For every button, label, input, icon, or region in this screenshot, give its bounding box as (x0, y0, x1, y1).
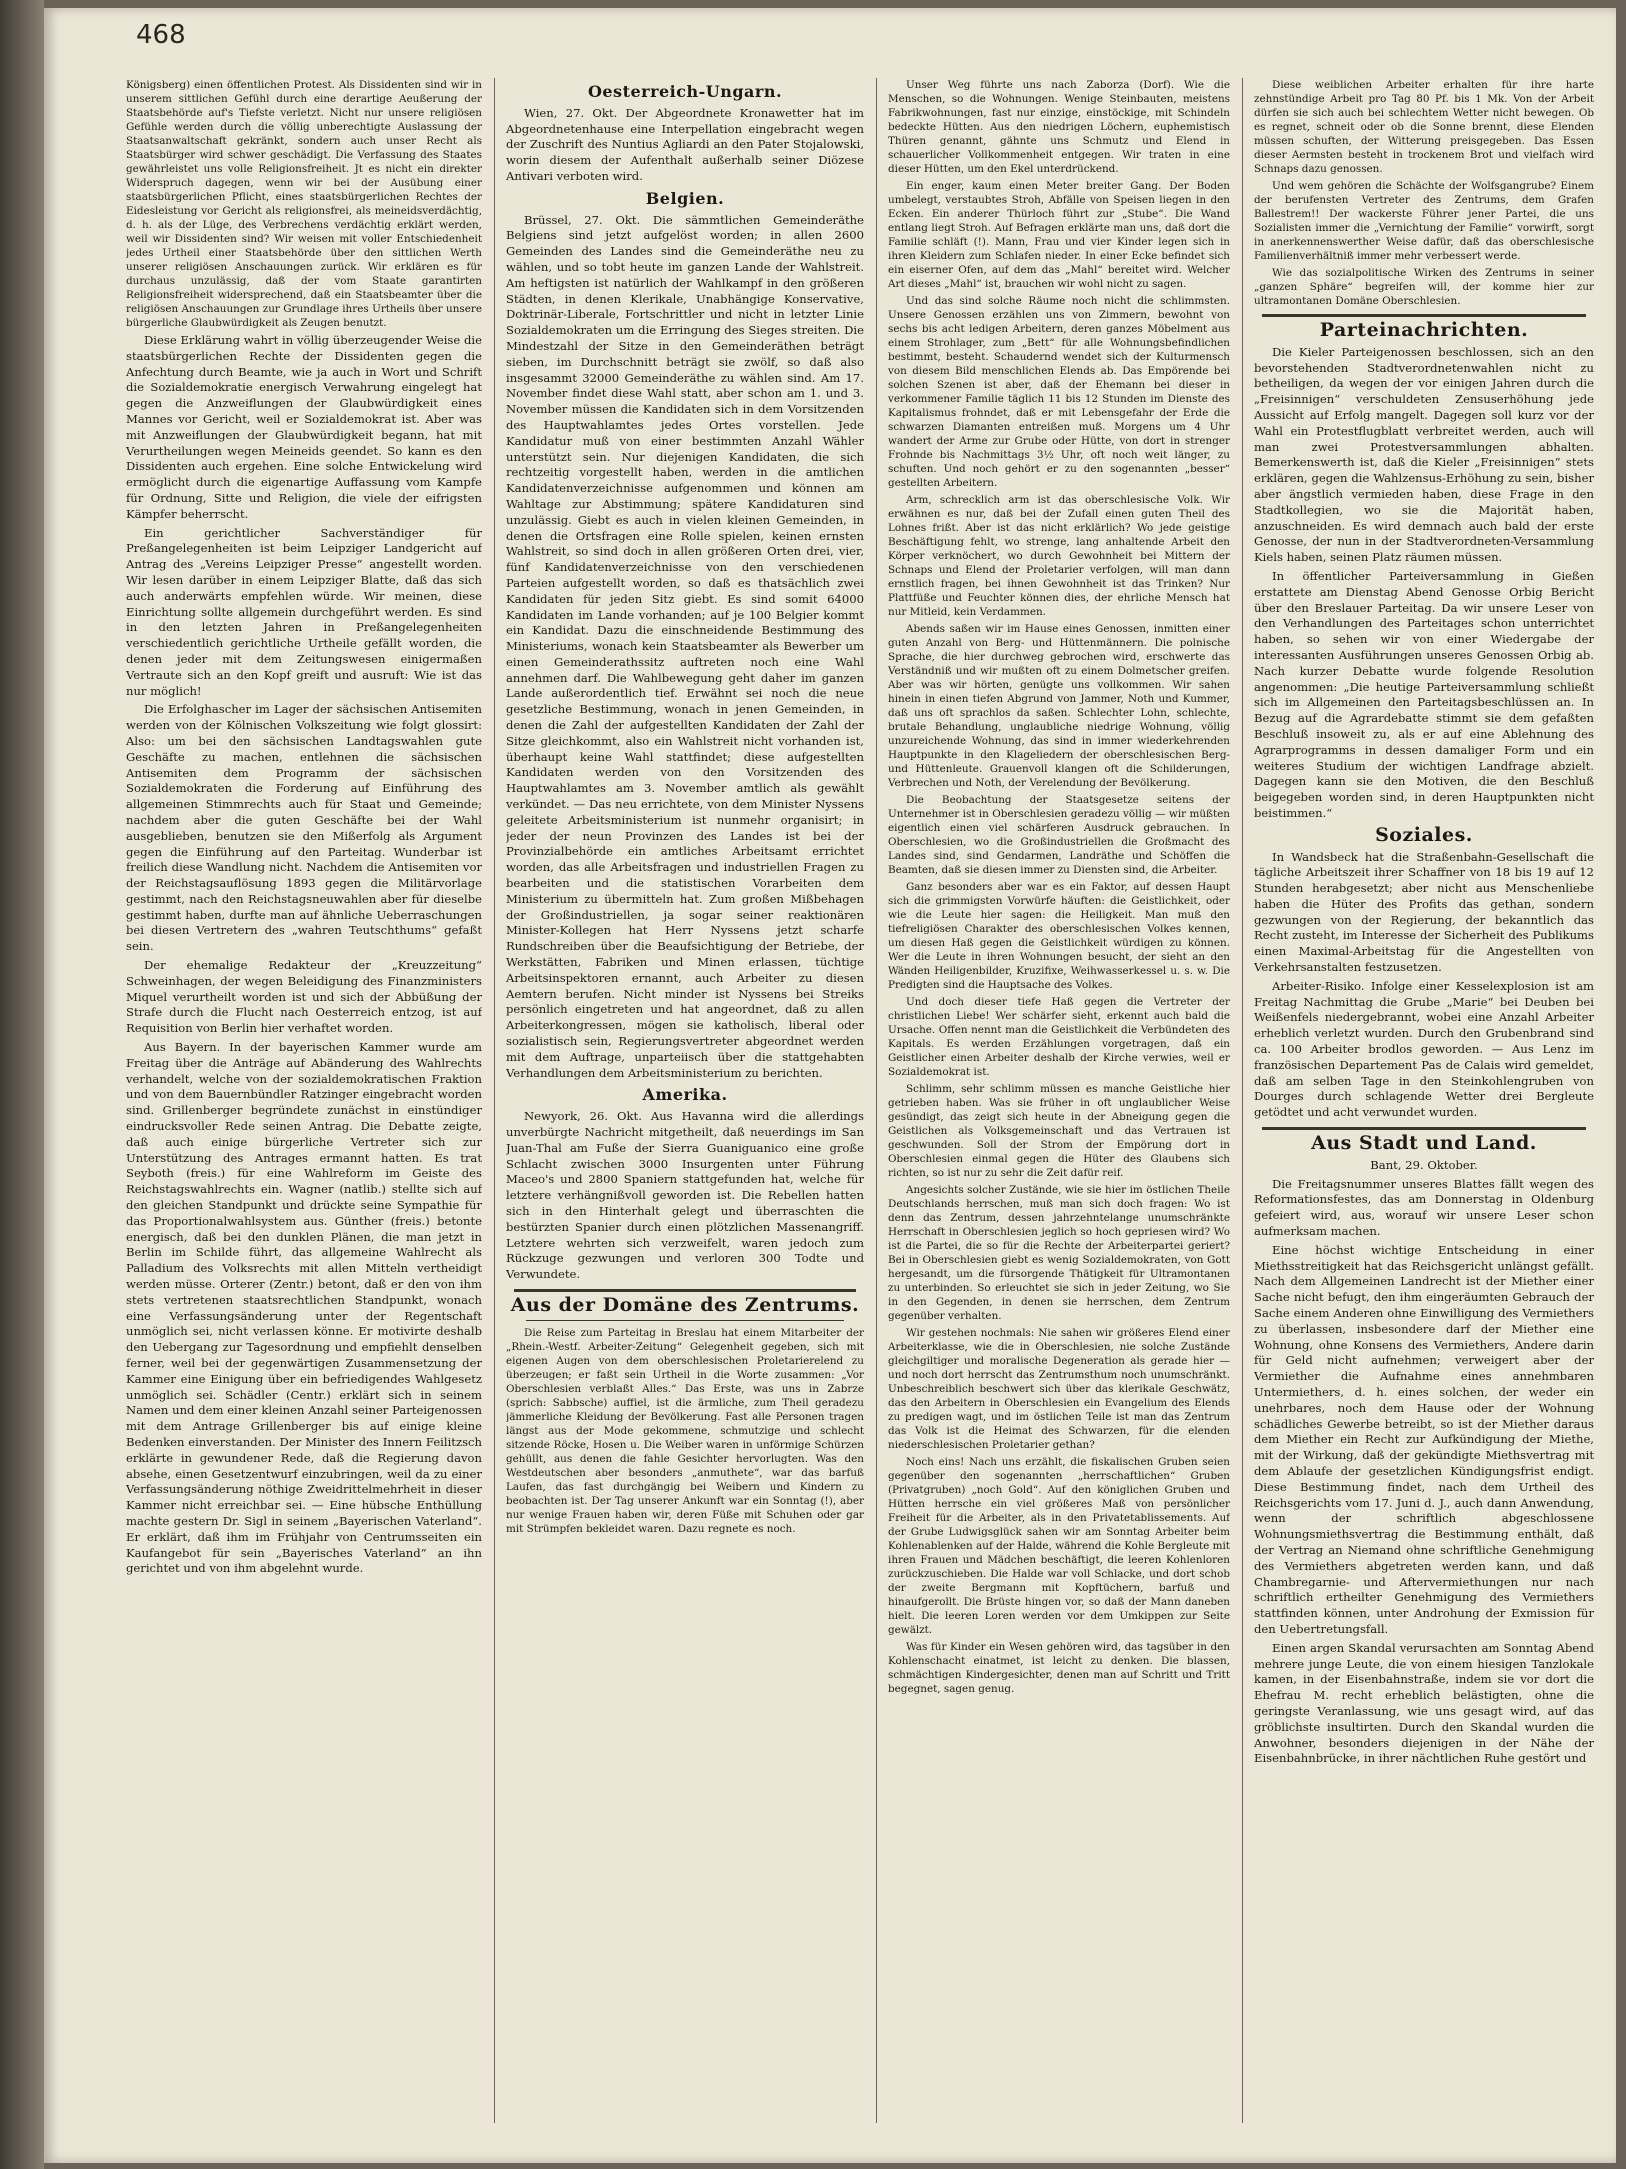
article-paragraph: Angesichts solcher Zustände, wie sie hier im östlichen Theile Deutschlands herrschen, muß man sich doch fragen: Wo ist denn das Zentrum, dessen jahrzehntelange unumschränkte Herrschaft in Oberschlesien jeglich so hoch gepriesen wird? Wo ist die Partei, die so für die Rechte der Arbeiterpartei geriert? Bei in Oberschlesien giebt es wenig Sozialdemokraten, von Gott hergesandt, um die fürsorgende Thätigkeit für Ultramontanen zu unterbinden. So erleuchtet sie sich in jeder Zeitung, wo Sie in den Gegenden, in denen sie herrschen, dem Zentrum gegenüber verhalten. (888, 1184, 1230, 1322)
section-divider (526, 1320, 844, 1321)
column-2 (506, 78, 864, 2127)
article-paragraph: Die Beobachtung der Staatsgesetze seitens der Unternehmer ist in Oberschlesien geradezu völlig — wir müßten eigentlich einen viel schärferen Ausdruck gebrauchen. In Oberschlesien, wo die Großindustriellen die Großmacht des Landes sind, sind Gendarmen, Landräthe und Schöffen die Beamten, daß sie diesen immer zu Diensten sind, die Arbeiter. (888, 794, 1230, 876)
section-heading-zentrum: Aus der Domäne des Zentrums. (510, 1293, 860, 1316)
article-paragraph: Die Kieler Parteigenossen beschlossen, sich an den bevorstehenden Stadtverordnetenwahlen nicht zu betheiligen, da wegen der vor einigen Jahren durch die „Freisinnigen“ verschuldeten Zensuserhöhung jede Aussicht auf Erfolg mangelt. Dagegen soll kurz vor der Wahl ein Protestflugblatt verbreitet werden, auch will man zwei Protestversammlungen abhalten. Bemerkenswerth ist, daß die Kieler „Freisinnigen“ stets erklären, gegen die Wahlzensus-Erhöhung zu sein, bisher aber ängstlich vermieden haben, diese Frage in den Stadtkollegien, wo sie die Majorität haben, anzuschneiden. Es wird demnach auch bald der erste Genosse, der nun in der Stadtverordneten-Versammlung Kiels haben, seinen Platz räumen müssen. (1254, 344, 1594, 565)
article-paragraph: Schlimm, sehr schlimm müssen es manche Geistliche hier getrieben haben. Was sie früher in oft unglaublicher Weise gesündigt, das zeigt sich heute in der Abneigung gegen die Geistlichen als Volksgemeinschaft und das Vertrauen ist geschwunden. Soll der Strom der Empörung dort in Oberschlesien einmal gegen die Hüter des Glaubens sich richten, so ist nur zu sehr die Zeit dafür reif. (888, 1083, 1230, 1179)
article-paragraph: In öffentlicher Parteiversammlung in Gießen erstattete am Dienstag Abend Genosse Orbig Bericht über den Breslauer Parteitag. Da wir unsere Leser von den Verhandlungen des Parteitages schon unterrichtet haben, so sehen wir von einer Wiedergabe der interessanten Ausführungen unseres Genossen Orbig ab. Nach kurzer Debatte wurde folgende Resolution angenommen: „Die heutige Parteiversammlung schließt sich im Allgemeinen den Parteitagsbeschlüssen an. In Bezug auf die Agrardebatte stimmt sie dem gefaßten Beschluß insoweit zu, als er auf eine Ablehnung des Agrarprogramms in dessen damaliger Form und ein weiteres Studium der wichtigen Landfrage abzielt. Dagegen kann sie den Motiven, die den Beschluß beigegeben worden sind, in deren Hauptpunkten nicht beistimmen.“ (1254, 568, 1594, 820)
column-4 (1254, 78, 1594, 2127)
section-divider (1262, 314, 1586, 317)
article-paragraph: Arm, schrecklich arm ist das oberschlesische Volk. Wir erwähnen es nur, daß bei der Zufall einen guten Theil des Lohnes frißt. Aber ist das nicht erklärlich? Wo jede geistige Beschäftigung fehlt, wo strenge, lang anhaltende Arbeit den Körper verknöchert, wo durch Gewohnheit bei Mittern der Schnaps und Elend der Proletarier verfolgen, will man dann ernstlich fragen, bei ihnen Gewohnheit ist das Trinken? Nur Plattfüße und Feuchter können dies, der ehrliche Mensch hat nur Mitleid, kein Verdammen. (888, 494, 1230, 618)
section-divider (514, 1289, 856, 1292)
article-paragraph: Diese weiblichen Arbeiter erhalten für ihre harte zehnstündige Arbeit pro Tag 80 Pf. bis 1 Mk. Von der Arbeit dürfen sie sich auch bei schlechtem Wetter nicht bewegen. Ob es regnet, schneit oder ob die Sonne brennt, diese Elenden müssen schuften, der Witterung preisgegeben. Das Essen dieser Aermsten besteht in trockenem Brot und vielfach wird Schnaps dazu genossen. (1254, 79, 1594, 175)
book-binding (0, 0, 44, 2169)
article-paragraph: In Wandsbeck hat die Straßenbahn-Gesellschaft die tägliche Arbeitszeit ihrer Schaffner von 18 bis 19 auf 12 Stunden herabgesetzt; aber nicht aus Menschenliebe haben die Hüter des Profits das gethan, sondern gezwungen von der Regierung, der bekanntlich das Recht zusteht, im Interesse der Sicherheit des Publikums einen Maximal-Arbeitstag für die Angestellten von Verkehrsanstalten festzusetzen. (1254, 849, 1594, 975)
article-paragraph: Diese Erklärung wahrt in völlig überzeugender Weise die staatsbürgerlichen Rechte der Dissidenten gegen die Anfechtung durch Beamte, wie ja auch in Wort und Schrift die Sozialdemokratie energisch Verwahrung eingelegt hat gegen die Anzweiflungen der Glaubwürdigkeit eines Mannes vor Gericht, weil er Sozialdemokrat ist. Aber was mit Anzweiflungen der Glaubwürdigkeit begann, hat mit Verurtheilungen wegen Meineids geendet. So kann es den Dissidenten auch ergehen. Eine solche Entwickelung wird ermöglicht durch die eigenartige Auffassung vom Kampfe für Ordnung, Sitte und Religion, die viele der eifrigsten Kämpfer beherrscht. (126, 333, 482, 521)
section-heading-belgium: Belgien. (645, 188, 725, 208)
article-paragraph: Arbeiter-Risiko. Infolge einer Kesselexplosion ist am Freitag Nachmittag die Grube „Marie“ bei Deuben bei Weißenfels niedergebrannt, wobei eine Anzahl Arbeiter erheblich verletzt wurden. Durch den Grubenbrand sind ca. 100 Arbeiter brodlos geworden. — Aus Lenz im französischen Departement Pas de Calais wird gemeldet, daß am selben Tage in den Steinkohlengruben von Dourges durch schlagende Wetter drei Bergleute getödtet und acht verwundet wurden. (1254, 978, 1594, 1120)
section-heading-austria: Oesterreich-Ungarn. (587, 82, 783, 101)
article-paragraph: Was für Kinder ein Wesen gehören wird, das tagsüber in den Kohlenschacht einatmet, ist leicht zu denken. Die blassen, schmächtigen Kindergesichter, denen man auf Schritt und Tritt begegnet, sagen genug. (888, 1641, 1230, 1695)
section-heading-partei: Parteinachrichten. (1319, 319, 1529, 341)
section-divider (1262, 1127, 1586, 1130)
section-heading-america: Amerika. (642, 1085, 728, 1105)
column-rule (1242, 78, 1243, 2123)
article-paragraph: Und das sind solche Räume noch nicht die schlimmsten. Unsere Genossen erzählen uns von Zimmern, bewohnt von sechs bis acht ledigen Arbeitern, deren ganzes Möbelment aus einem Strohlager, zum „Bett“ für alle Wohnungsbefindlichen bestimmt, besteht. Schaudernd wendet sich der Kulturmensch von diesem Bild menschlichen Elends ab. Das Empörende bei solchen Szenen ist aber, daß der Ehemann bei dieser in verkommener Familie täglich 11 bis 12 Stunden im Dienste des Kapitalismus frohndet, daß er mit Lebensgefahr der Erde die schwarzen Diamanten entreißen muß. Morgens um 4 Uhr wandert der Arme zur Grube oder Hütte, von dort in strenger Frohnde bis Nachmittags 3½ Uhr, oft noch weit länger, zu schuften. Und noch gehört er zu den sogenannten „besser“ gestellten Arbeitern. (888, 295, 1230, 489)
article-paragraph: Und wem gehören die Schächte der Wolfsgangrube? Einem der berufensten Vertreter des Zentrums, dem Grafen Ballestrem!! Der wackerste Führer jener Partei, die uns Sozialisten immer die „Vernichtung der Familie“ vorwirft, sorgt in anerkennenswerther Weise dafür, daß das oberschlesische Familienverhältniß immer mehr verbessert werde. (1254, 180, 1594, 262)
article-paragraph: Die Reise zum Parteitag in Breslau hat einem Mitarbeiter der „Rhein.-Westf. Arbeiter-Zeitung“ Gelegenheit gegeben, sich mit eigenen Augen von dem oberschlesischen Proletarierelend zu überzeugen; er faßt sein Urtheil in die Worte zusammen: „Vor Oberschlesien verblaßt Alles.“ Das Erste, was uns in Zabrze (sprich: Sabbsche) auffiel, ist die ärmliche, zum Theil geradezu jämmerliche Kleidung der Bevölkerung. Fast alle Personen tragen längst aus der Mode gekommene, schmutzige und schlecht sitzende Röcke, Hosen u. Die Weiber waren in unförmige Schürzen gehüllt, aus denen die fahle Gesichter hervorlugten. Was den Westdeutschen aber besonders „anmuthete“, war das barfuß Laufen, das fast durchgängig bei Weibern und Kindern zu beobachten ist. Der Tag unserer Ankunft war ein Sonntag (!), aber nur wenige Frauen haben wir, deren Füße mit Schuhen oder gar mit Strümpfen bekleidet waren. Dazu regnete es noch. (506, 1326, 864, 1535)
column-3 (888, 78, 1230, 2127)
article-paragraph: Noch eins! Nach uns erzählt, die fiskalischen Gruben seien gegenüber den sogenannten „herrschaftlichen“ Gruben (Privatgruben) „noch Gold“. Auf den königlichen Gruben und Hütten herrsche ein viel größeres Maß von persönlicher Freiheit für die Arbeiter, als in den Privatetablissements. Auf der Grube Ludwigsglück sahen wir am Sonntag Arbeiter beim Kohlenablenken auf der Halde, während die Kohle Bergleute mit ihren Frauen und Mädchen beschäftigt, die leeren Kohlenloren zurückzuschieben. Die Halde war voll Schlacke, und dort schob der zweite Bergmann mit Kopftüchern, barfuß und hinaufgerollt. Die Brüste hingen vor, so daß der Mann daneben hielt. Die leeren Loren werden vor dem Umkippen zur Seite gewälzt. (888, 1456, 1230, 1636)
article-paragraph: Ganz besonders aber war es ein Faktor, auf dessen Haupt sich die grimmigsten Vorwürfe häuften: die Geistlichkeit, oder wie die Leute hier sagen: die Heiligkeit. Man muß den tiefreligiösen Charakter des oberschlesischen Volkes kennen, um diesen Haß gegen die Geistlichkeit würdigen zu können. Wer die Leute in ihren Wohnungen besucht, der sieht an den Wänden Heiligenbilder, Kruzifixe, Weihwasserkessel u. s. w. Die Predigten sind die Hauptsache des Volkes. (888, 881, 1230, 991)
column-rule (494, 78, 495, 2123)
article-paragraph: Brüssel, 27. Okt. Die sämmtlichen Gemeinderäthe Belgiens sind jetzt aufgelöst worden; in allen 2600 Gemeinden des Landes sind die Gemeinderäthe neu zu wählen, und so tobt heute im ganzen Lande der Wahlstreit. Am heftigsten ist natürlich der Wahlkampf in den größeren Städten, in denen Klerikale, Unabhängige Konservative, Doktrinär-Liberale, Fortschrittler und nicht in letzter Linie Sozialdemokraten um die Erringung des Sieges streiten. Die Mindestzahl der Sitze in den Gemeinderäthen beträgt sieben, im Durchschnitt beträgt sie zwölf, so daß also insgesammt 32000 Gemeinderäthe zu wählen sind. Am 17. November findet diese Wahl statt, aber schon am 1. und 3. November müssen die Kandidaten sich in dem Vorsitzenden des Hauptwahlamtes jedes Ortes vorstellen. Jede Kandidatur muß von einer bestimmten Anzahl Wähler unterstützt sein. Nur diejenigen Kandidaten, die sich rechtzeitig vorgestellt haben, werden in die amtlichen Kandidatenverzeichnisse aufgenommen und können am Wahltage zur Abstimmung; spätere Kandidaturen sind unzulässig. Giebt es auch in vielen kleinen Gemeinden, in denen die Ortsfragen eine Rolle spielen, keinen ernsten Wahlstreit, so sind doch in allen größeren Orten drei, vier, fünf Kandidatenverzeichnisse von den verschiedenen Parteien aufgestellt worden, so daß es thatsächlich zwei Kandidaten für jeden Sitz giebt. Es sind somit 64000 Kandidaten im Lande vorhanden; auf je 100 Belgier kommt ein Kandidat. Dazu die einschneidende Bestimmung des Ministeriums, wonach kein Staatsbeamter als Bewerber um einen Gemeinderathssitz auftreten noch eine Wahl annehmen darf. Die Wahlbewegung geht daher im ganzen Lande außerordentlich tief. Erwähnt sei noch die neue gesetzliche Bestimmung, wonach in jenen Gemeinden, in denen die Zahl der aufgestellten Kandidaten der Zahl der Sitze gleichkommt, also ein Wahlstreit nicht vorhanden ist, überhaupt keine Wahl stattfindet; diese aufgestellten Kandidaten werden von den Vorsitzenden des Hauptwahlamtes am 3. November amtlich als gewählt verkündet. — Das neu errichtete, von dem Minister Nyssens geleitete Arbeitsministerium ist nunmehr organisirt; in jeder der neun Provinzen des Landes ist bei der Provinzialbehörde ein amtliches Arbeitsamt errichtet worden, das alle Arbeitsfragen und industriellen Fragen zu bearbeiten und die statistischen Vorarbeiten dem Ministerium zu übermitteln hat. Zum großen Mißbehagen der Großindustriellen, ja sogar seiner reaktionären Minister-Kollegen hat Herr Nyssens jetzt scharfe Rundschreiben über die Beaufsichtigung der Betriebe, der Werkstätten, Fabriken und Minen erlassen, tüchtige Arbeitsinspektoren ernannt, auch Arbeiter zu diesen Aemtern berufen. Nicht minder ist Nyssens bei Streiks persönlich eingetreten und hat angeordnet, daß zu allen Arbeiterkongressen, mögen sie katholisch, liberal oder sozialistisch sein, Regierungsvertreter abgeordnet werden mit dem Auftrage, unparteiisch über die stattgehabten Verhandlungen dem Arbeitsministerium zu berichten. (506, 212, 864, 1080)
article-paragraph: Königsberg) einen öffentlichen Protest. Als Dissidenten sind wir in unserem sittlichen Gefühl durch eine derartige Aeußerung der Staatsbehörde auf's Tiefste verletzt. Nicht nur unsere religiösen Gefühle werden durch die völlig unberechtigte Auslassung der Staatsanwaltschaft gekränkt, sondern auch unser Recht als Staatsbürger wird schwer geschädigt. Die Verfassung des Staates gewährleistet uns volle Religionsfreiheit. Jt es nicht ein direkter Widerspruch dagegen, wenn wir bei der Ausübung einer staatsbürgerlichen Pflicht, eines staatsbürgerlichen Rechtes der Eidesleistung vor Gericht als religionsfrei, als meineidsverdächtig, d. h. als der Lüge, des Verbrechens verdächtig erklärt werden, weil wir Dissidenten sind? Wir weisen mit voller Entschiedenheit jedes Urtheil einer Staatsbehörde über den sittlichen Werth unserer religiösen Anschauungen zurück. Wir erklären es für durchaus unzulässig, daß der vom Staate garantirten Religionsfreiheit widersprechend, daß ein Staatsbeamter über die religiösen Anschauungen zur Grundlage ihres Urtheils über unsere bürgerliche Glaubwürdigkeit als Zeugen benutzt. (126, 79, 482, 329)
article-paragraph: Wie das sozialpolitische Wirken des Zentrums in seiner „ganzen Sphäre“ begreifen will, der komme hier zur ultramontanen Domäne Oberschlesien. (1254, 267, 1594, 307)
article-paragraph: Newyork, 26. Okt. Aus Havanna wird die allerdings unverbürgte Nachricht mitgetheilt, daß neuerdings im San Juan-Thal am Fuße der Sierra Guaniguanico eine große Schlacht zwischen 3000 Insurgenten unter Führung Maceo's und 2800 Spaniern stattgefunden hat, welche für letztere verhängnißvoll geworden ist. Die Rebellen hatten sich in den Hinterhalt gelegt und überraschten die bestürzten Spanier durch einen plötzlichen Massenangriff. Letztere wehrten sich verzweifelt, waren jedoch zum Rückzuge gezwungen und verloren 300 Todte und Verwundete. (506, 1109, 864, 1282)
article-paragraph: Die Erfolghascher im Lager der sächsischen Antisemiten werden von der Kölnischen Volkszeitung wie folgt glossirt: Also: um bei den sächsischen Landtagswahlen gute Geschäfte zu machen, entlehnen die sächsischen Antisemiten dem Programm der sächsischen Sozialdemokraten die Forderung auf Einführung des allgemeinen Stimmrechts auch für Staat und Gemeinde; nachdem aber die guten Geschäfte bei der Wahl ausgeblieben, benutzen sie den Mißerfolg als Argument gegen die Einführung auf den Parteitag. Wunderbar ist freilich diese Wandlung nicht. Nachdem die Antisemiten vor der Reichstagsauflösung 1893 gegen die Militärvorlage gestimmt, nach den Reichstagsneuwahlen aber für dieselbe gestimmt haben, durfte man auf ähnliche Ueberraschungen bei diesen Vertretern des „wahren Teutschthums“ gefaßt sein. (126, 702, 482, 954)
article-paragraph: Abends saßen wir im Hause eines Genossen, inmitten einer guten Anzahl von Berg- und Hüttenmännern. Die polnische Sprache, die hier durchweg gebrochen wird, erschwerte das Verständniß und wir mußten oft zu einem Dolmetscher greifen. Aber was wir hörten, genügte uns vollkommen. Wir sahen hinein in einen tiefen Abgrund von Jammer, Noth und Kummer, daß uns oft sprachlos da saßen. Schlechter Lohn, schlechte, brutale Behandlung, unglaubliche niedrige Wohnung, völlig unzureichende Wohnung, das sind in immer wiederkehrenden Hauptpunkte in den Klageliedern der oberschlesischen Berg- und Hüttenleute. Grauenvoll klangen oft die Schilderungen, Verbrechen und Noth, der Verelendung der Bevölkerung. (888, 623, 1230, 789)
article-paragraph: Wir gestehen nochmals: Nie sahen wir größeres Elend einer Arbeiterklasse, wie die in Oberschlesien, nie solche Zustände gleichgiltiger und moralische Degeneration als gerade hier — und noch dort herrscht das Zentrumsthum noch unumschränkt. Unbeschreiblich beschwert sich über das klerikale Geschwätz, das den Arbeitern in Oberschlesien ein Evangelium des Elends zu predigen wagt, und im östlichen Teile ist man das Zentrum das Volk ist die Heimat des Schwarzen, für die elenden niederschlesischen Proletarier gethan? (888, 1327, 1230, 1451)
column-rule (876, 78, 877, 2123)
section-heading-stadt: Aus Stadt und Land. (1311, 1132, 1537, 1155)
article-paragraph: Der ehemalige Redakteur der „Kreuzzeitung“ Schweinhagen, der wegen Beleidigung des Finanzministers Miquel verurtheilt worden ist und sich der Abbüßung der Strafe durch die Flucht nach Oesterreich entzog, ist auf Requisition von Berlin hier verhaftet worden. (126, 958, 482, 1036)
article-paragraph: Die Freitagsnummer unseres Blattes fällt wegen des Reformationsfestes, das am Donnerstag in Oldenburg gefeiert wird, aus, worauf wir unsere Leser schon aufmerksam machen. (1254, 1176, 1594, 1239)
article-paragraph: Aus Bayern. In der bayerischen Kammer wurde am Freitag über die Anträge auf Abänderung des Wahlrechts verhandelt, welche von der sozialdemokratischen Fraktion und von dem Bauernbündler Ratzinger eingebracht worden sind. Grillenberger begründete zunächst in einstündiger eindrucksvoller Rede seinen Antrag. Die Debatte zeigte, daß auch einige bürgerliche Vertreter sich zur Unterstützung des Antrages ermannt hatten. Es trat Seyboth (freis.) für eine Wahlreform im Geiste des Reichstagswahlrechts ein. Wagner (natlib.) stellte sich auf den gleichen Standpunkt und drückte seine Sympathie für das Proportionalwahlsystem aus. Günther (freis.) betonte energisch, daß bei den dunklen Plänen, die man jetzt in Berlin im Schilde führt, das allgemeine Wahlrecht als Palladium des Volksrechts mit allen Mitteln vertheidigt werden müsse. Orterer (Zentr.) betont, daß er den von ihm stets vertretenen staatsrechtlichen Standpunkt, wonach eine Verfassungsänderung unter der Regentschaft unmöglich sei, nicht verlassen könne. Er motivirte deshalb den Uebergang zur Tagesordnung und empfiehlt denselben ferner, weil bei der gegenwärtigen Zusammensetzung der Kammer eine Einigung über ein befriedigendes Wahlgesetz unmöglich sei. Schädler (Centr.) erklärt sich in seinem Namen und dem einer kleinen Anzahl seiner Parteigenossen mit dem Antrage Grillenberger bis auf einige kleine Bedenken einverstanden. Der Minister des Innern Feilitzsch erklärte in gewundener Rede, daß die Regierung davon absehe, einen Gesetzentwurf einzubringen, weil da zu einer Verfassungsänderung nöthige Zweidrittelmehrheit in dieser Kammer nicht erreichbar sei. — Eine hübsche Enthüllung machte gestern Dr. Sigl in seinem „Bayerischen Vaterland“. Er erklärt, daß ihm im Frühjahr von Centrumsseiten ein Kaufangebot für sein „Bayerisches Vaterland“ an ihn gerichtet und von ihm abgelehnt wurde. (126, 1040, 482, 1576)
article-paragraph: Ein enger, kaum einen Meter breiter Gang. Der Boden umbelegt, verstaubtes Stroh, Abfälle von Speisen liegen in den Ecken. Ein anderer Thürloch führt zur „Stube“. Die Wand entlang liegt Stroh. Auf Befragen erklärte man uns, daß dort die Familie schläft (!). Mann, Frau und vier Kinder legen sich in ihren Kleidern zum Schlafen nieder. In einer Ecke befindet sich ein eiserner Ofen, auf dem das „Mahl“ bereitet wird. Welcher Art dieses „Mahl“ ist, brauchen wir wohl nicht zu sagen. (888, 180, 1230, 290)
dateline: Bant, 29. Oktober. (1370, 1157, 1478, 1172)
page-number: 468 (136, 20, 186, 50)
article-paragraph: Und doch dieser tiefe Haß gegen die Vertreter der christlichen Liebe! Wer schärfer sieht, erkennt auch bald die Ursache. Offen nennt man die Geistlichkeit die Verbündeten des Kapitals. Es werden Erzählungen vorgetragen, daß ein Geistlicher einen Arbeiter deshalb der Kirche verwies, weil er Sozialdemokrat ist. (888, 996, 1230, 1078)
article-paragraph: Ein gerichtlicher Sachverständiger für Preßangelegenheiten ist beim Leipziger Landgericht auf Antrag des „Vereins Leipziger Presse“ angestellt worden. Wir lesen darüber in einem Leipziger Blatte, daß das sich auch anderwärts empfehlen würde. Wir meinen, diese Einrichtung sollte allgemein durchgeführt werden. Es sind in den letzten Jahren in Preßangelegenheiten verschiedentlich gerichtliche Urtheile gefällt worden, die denen jeder mit dem Zeitungswesen einigermaßen Vertraute sich an den Kopf greift und ausruft: Wie ist das nur möglich! (126, 525, 482, 698)
article-paragraph: Eine höchst wichtige Entscheidung in einer Miethsstreitigkeit hat das Reichsgericht unlängst gefällt. Nach dem Allgemeinen Landrecht ist der Miether einer Sache nicht befugt, den ihm eingeräumten Gebrauch der Sache einem Anderen ohne Einwilligung des Vermiethers zu überlassen, insbesondere darf der Miether eine Wohnung, ohne Konsens des Vermiethers, Andere darin für Geld nicht aufnehmen; verweigert aber der Vermiether die Aufnahme eines annehmbaren Untermiethers, d. h. eines solchen, der weder ein unehrbares, noch dem Hause oder der Wohnung schädliches Gewerbe betreibt, so ist der Miether daraus dem Miether ein Recht zur Aufkündigung der Miethe, mit der Wirkung, daß der gekündigte Miethsvertrag mit dem Ablaufe der gesetzlichen Kündigungsfrist endigt. Diese Bestimmung findet, nach dem Urtheil des Reichsgerichts vom 17. Juni d. J., auch dann Anwendung, wenn der schriftlich abgeschlossene Wohnungsmiethsvertrag die Bestimmung enthält, daß der Vertrag an Niemand ohne schriftliche Genehmigung des Vermiethers abgetreten werden kann, und daß Chambregarnie- und Aftervermiethungen nur nach schriftlich ertheilter Genehmigung des Vermiethers stattfinden können, unter Androhung der Exmission für den Uebertretungsfall. (1254, 1242, 1594, 1636)
article-paragraph: Unser Weg führte uns nach Zaborza (Dorf). Wie die Menschen, so die Wohnungen. Wenige Steinbauten, meistens Fabrikwohnungen, fast nur einzige, einstöckige, mit Schindeln bedeckte Hütten. Aus den niedrigen Löchern, euphemistisch Thüren genannt, gähnte uns Schmutz und Elend in schauerlicher Vollkommenheit entgegen. Wir traten in eine dieser Hütten, um den Ekel unterdrückend. (888, 79, 1230, 175)
section-heading-soziales: Soziales. (1375, 823, 1473, 846)
article-paragraph: Wien, 27. Okt. Der Abgeordnete Kronawetter hat im Abgeordnetenhause eine Interpellation eingebracht wegen der Zuschrift des Nuntius Agliardi an den Pater Stojalowski, worin diesem der Aufenthalt außerhalb seiner Diözese Antivari verboten wird. (506, 105, 864, 183)
column-1 (126, 78, 482, 2127)
newspaper-page (44, 8, 1616, 2163)
article-paragraph: Einen argen Skandal verursachten am Sonntag Abend mehrere junge Leute, die von einem hiesigen Tanzlokale kamen, in der Eisenbahnstraße, indem sie vor dort die Ehefrau M. recht erheblich belästigten, ohne die geringste Veranlassung, wie uns gesagt wird, auf das gröblichste insultirten. Durch den Skandal wurden die Anwohner, besonders diejenigen in der Nähe der Eisenbahnbrücke, in ihrer nächtlichen Ruhe gestört und (1254, 1640, 1594, 1766)
